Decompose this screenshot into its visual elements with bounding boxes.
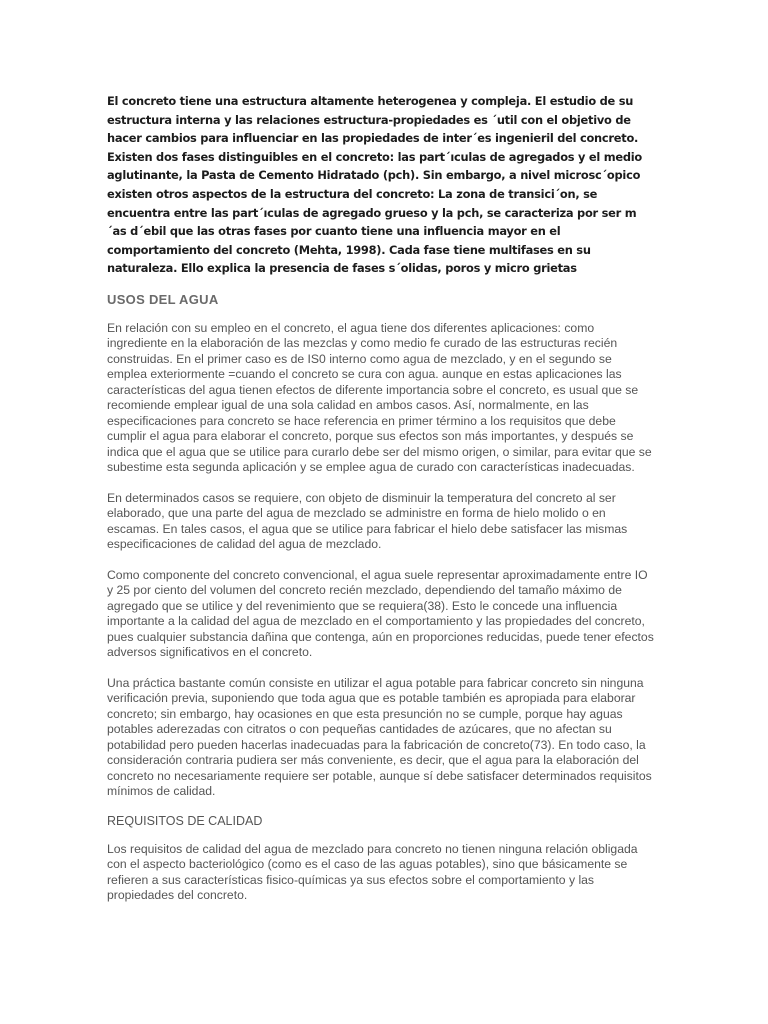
document-page: [107, 92, 655, 904]
paragraph-requisitos: Los requisitos de calidad del agua de mezclado para concreto no tienen ninguna relación obligada con el aspecto bacteriológico (como es el caso de las aguas potables), sino que básicamente se refieren a sus características fisico-químicas ya sus efectos sobre el comportamiento y las propiedades del concreto.: [107, 841, 638, 903]
paragraph-componente: Como componente del concreto convencional, el agua suele representar aproximadamente entre IO y 25 por ciento del volumen del concreto recién mezclado, dependiendo del tamaño máximo de agregado que se utilice y del revenimiento que se requiera(38). Esto le concede una influencia importante a la calidad del agua de mezclado en el comportamiento y las propiedades del concreto, pues cualquier substancia dañina que contenga, aún en proporciones reducidas, puede tener efectos adversos significativos en el concreto.: [107, 567, 654, 660]
paragraph-agua-potable: Una práctica bastante común consiste en utilizar el agua potable para fabricar concreto sin ninguna verificación previa, suponiendo que toda agua que es potable también es apropiada para elaborar concreto; sin embargo, hay ocasiones en que esta presunción no se cumple, porque hay aguas potables aderezadas con citratos o con pequeñas cantidades de azúcares, que no afectan su potabilidad pero pueden hacerlas inadecuadas para la fabricación de concreto(73). En todo caso, la consideración contraria pudiera ser más conveniente, es decir, que el agua para la elaboración del concreto no necesariamente requiere ser potable, aunque sí debe satisfacer determinados requisitos mínimos de calidad.: [107, 675, 652, 799]
section-heading-requisitos-de-calidad: REQUISITOS DE CALIDAD: [107, 813, 263, 828]
paragraph-hielo: En determinados casos se requiere, con objeto de disminuir la temperatura del concreto al ser elaborado, que una parte del agua de mezclado se administre en forma de hielo molido o en escamas. En tales casos, el agua que se utilice para fabricar el hielo debe satisfacer las mismas especificaciones de calidad del agua de mezclado.: [107, 490, 628, 552]
paragraph-aplicaciones: En relación con su empleo en el concreto, el agua tiene dos diferentes aplicaciones: como ingrediente en la elaboración de las mezclas y como medio fe curado de las estructuras recién construidas. En el primer caso es de IS0 interno como agua de mezclado, y en el segundo se emplea exteriormente =cuando el concreto se cura con agua. aunque en estas aplicaciones las características del agua tienen efectos de diferente importancia sobre el concreto, es usual que se recomiende emplear igual de una sola calidad en ambos casos. Así, normalmente, en las especificaciones para concreto se hace referencia en primer término a los requisitos que debe cumplir el agua para elaborar el concreto, porque sus efectos son más importantes, y después se indica que el agua que se utilice para curarlo debe ser del mismo origen, o similar, para evitar que se subestime esta segunda aplicación y se emplee agua de curado con características inadecuadas.: [107, 320, 652, 475]
intro-paragraph: El concreto tiene una estructura altamente heterogenea y compleja. El estudio de su estructura interna y las relaciones estructura-propiedades es ´util con el objetivo de hacer cambios para influenciar en las propiedades de inter´es ingenieril del concreto. Existen dos fases distinguibles en el concreto: las part´ıculas de agregados y el medio aglutinante, la Pasta de Cemento Hidratado (pch). Sin embargo, a nivel microsc´opico existen otros aspectos de la estructura del concreto: La zona de transici´on, se encuentra entre las part´ıculas de agregado grueso y la pch, se caracteriza por ser m´as d´ebil que las otras fases por cuanto tiene una influencia mayor en el comportamiento del concreto (Mehta, 1998). Cada fase tiene multifases en su naturaleza. Ello explica la presencia de fases s´olidas, poros y micro grietas: [107, 94, 642, 276]
section-heading-usos-del-agua: USOS DEL AGUA: [107, 291, 219, 307]
